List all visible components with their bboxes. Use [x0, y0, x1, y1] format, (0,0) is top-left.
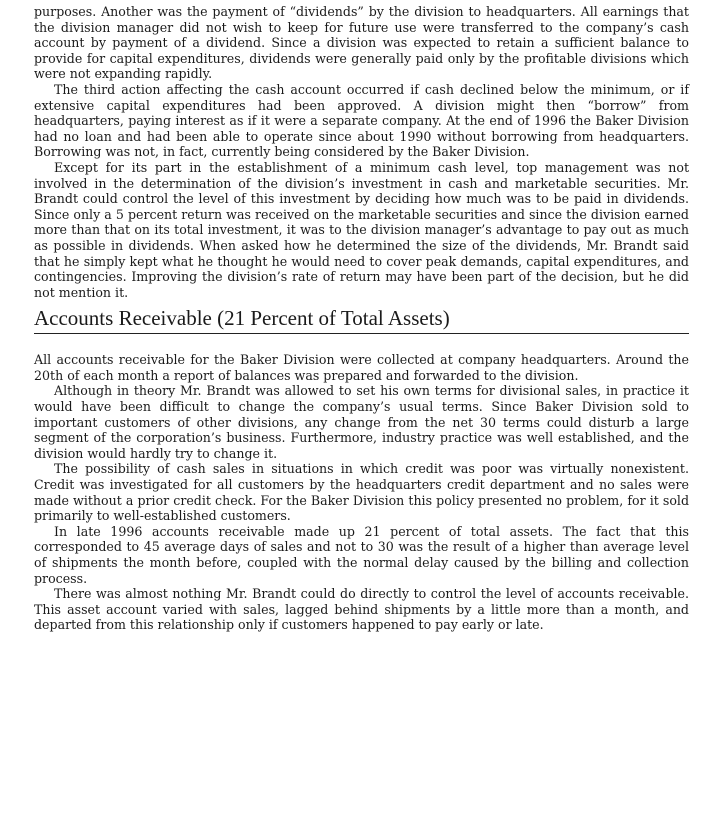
paragraph-cash-sales: The possibility of cash sales in situations in which credit was poor was virtually nonexistent. Credit was investigated for all customers by the headquarters credit department and no sales were made without a prior credit check. For the Baker Division this policy presented no problem, for it sold primarily to well-established customers. [34, 461, 689, 524]
paragraph-borrowing: The third action affecting the cash account occurred if cash declined below the minimum, or if extensive capital expenditures had been approved. A division might then “borrow” from headquarters, paying interest as if it were a separate company. At the end of 1996 the Baker Division had no loan and had been able to operate since about 1990 without borrowing from headquarters. Borrowing was not, in fact, currently being considered by the Baker Division. [34, 81, 689, 160]
paragraph-collection: All accounts receivable for the Baker Division were collected at company headquarters. Around the 20th of each month a report of balances was prepared and forwarded to the division. [34, 352, 689, 383]
paragraph-dividends: purposes. Another was the payment of “dividends” by the division to headquarters. All earnings that the division manager did not wish to keep for future use were transferred to the company’s cash account by payment of a dividend. Since a division was expected to retain a sufficient balance to provide for capital expenditures, dividends were generally paid only by the profitable divisions which were not expanding rapidly. [34, 4, 689, 82]
paragraph-control: There was almost nothing Mr. Brandt could do directly to control the level of accounts receivable. This asset account varied with sales, lagged behind shipments by a little more than a month, and departed from this relationship only if customers happened to pay early or late. [34, 586, 689, 633]
section-heading-accounts-receivable: Accounts Receivable (21 Percent of Total Assets) [34, 306, 689, 334]
document-page [34, 4, 689, 633]
paragraph-marketable-securities: Except for its part in the establishment of a minimum cash level, top management was not involved in the determination of the division’s investment in cash and marketable securities. Mr. Brandt could control the level of this investment by deciding how much was to be paid in dividends. Since only a 5 percent return was received on the marketable securities and since the division earned more than that on its total investment, it was to the division manager’s advantage to pay out as much as possible in dividends. When asked how he determined the size of the dividends, Mr. Brandt said that he simply kept what he thought he would need to cover peak demands, capital expenditures, and contingencies. Improving the division’s rate of return may have been part of the decision, but he did not mention it. [34, 159, 689, 300]
paragraph-terms: Although in theory Mr. Brandt was allowed to set his own terms for divisional sales, in practice it would have been difficult to change the company’s usual terms. Since Baker Division sold to important customers of other divisions, any change from the net 30 terms could disturb a large segment of the corporation’s business. Furthermore, industry practice was well established, and the division would hardly try to change it. [34, 383, 689, 461]
paragraph-receivable-level: In late 1996 accounts receivable made up 21 percent of total assets. The fact that this corresponded to 45 average days of sales and not to 30 was the result of a higher than average level of shipments the month before, coupled with the normal delay caused by the billing and collection process. [34, 523, 689, 586]
